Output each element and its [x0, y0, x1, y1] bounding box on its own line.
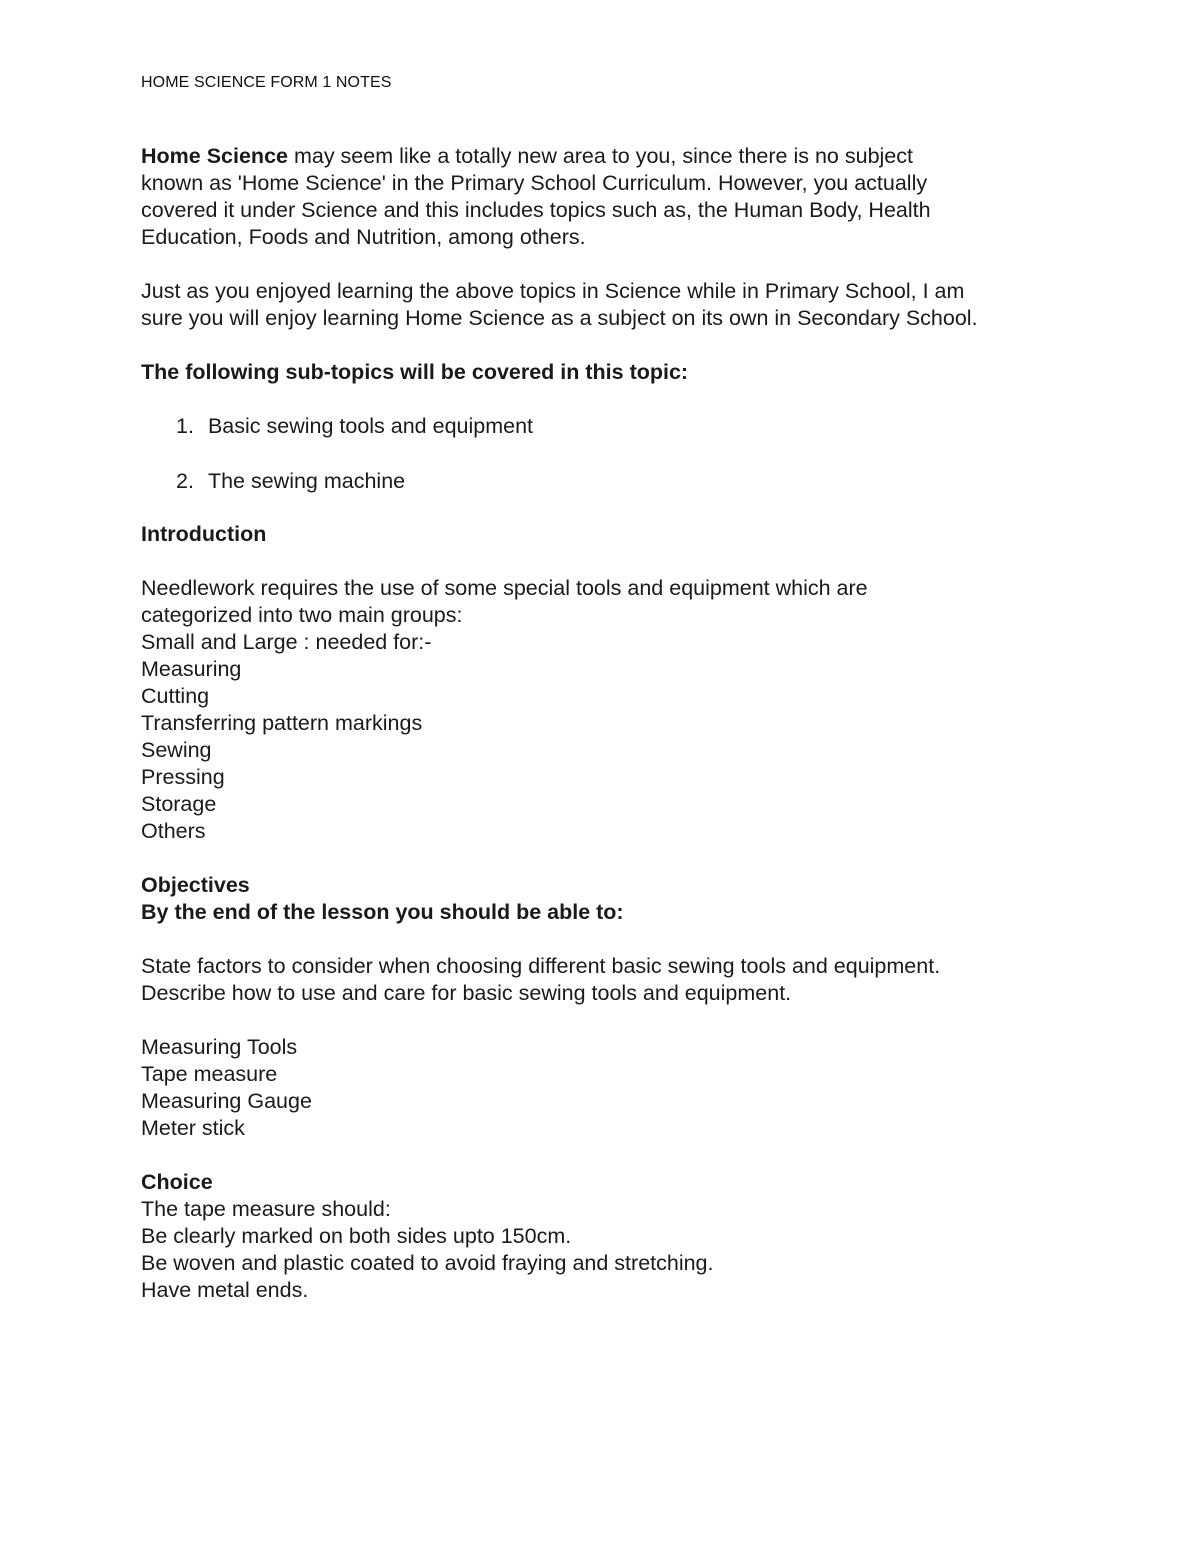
- list-item: [141, 413, 1081, 440]
- document-body: [141, 143, 1081, 1331]
- intro-line-1-rest: may seem like a totally new area to you, since there is no subject: [287, 144, 913, 168]
- introduction-heading: Introduction: [141, 522, 267, 546]
- list-item: [141, 468, 1081, 495]
- introduction-line: Others: [141, 819, 206, 843]
- para2-line-2: sure you will enjoy learning Home Science as a subject on its own in Secondary School.: [141, 306, 978, 330]
- choice-line: Have metal ends.: [141, 1278, 309, 1302]
- choice-line: The tape measure should:: [141, 1197, 391, 1221]
- objectives-body: [141, 953, 1081, 1007]
- introduction-line: Measuring: [141, 657, 242, 681]
- measuring-tools-block: [141, 1034, 1081, 1142]
- measuring-line: Meter stick: [141, 1116, 245, 1140]
- choice-block: [141, 1169, 1081, 1304]
- second-paragraph: [141, 278, 1081, 332]
- introduction-heading-block: [141, 521, 1081, 548]
- introduction-line: Sewing: [141, 738, 212, 762]
- subtopics-section: [141, 359, 1081, 386]
- page-header: HOME SCIENCE FORM 1 NOTES: [141, 74, 392, 91]
- introduction-line: categorized into two main groups:: [141, 603, 463, 627]
- measuring-line: Measuring Gauge: [141, 1089, 312, 1113]
- list-item-text: Basic sewing tools and equipment: [207, 414, 534, 438]
- introduction-line: Needlework requires the use of some special tools and equipment which are: [141, 576, 868, 600]
- introduction-line: Pressing: [141, 765, 225, 789]
- intro-lead-bold: Home Science: [141, 144, 288, 168]
- choice-line: Be clearly marked on both sides upto 150cm.: [141, 1224, 572, 1248]
- objectives-heading: Objectives: [141, 873, 250, 897]
- intro-line-2: known as 'Home Science' in the Primary School Curriculum. However, you actually: [141, 171, 928, 195]
- measuring-line: Measuring Tools: [141, 1035, 298, 1059]
- introduction-body: [141, 575, 1081, 845]
- intro-line-3: covered it under Science and this includes topics such as, the Human Body, Health: [141, 198, 931, 222]
- intro-line-4: Education, Foods and Nutrition, among others.: [141, 225, 586, 249]
- intro-line-1: [141, 143, 1081, 170]
- list-item-text: The sewing machine: [207, 469, 406, 493]
- objective-line: Describe how to use and care for basic sewing tools and equipment.: [141, 981, 792, 1005]
- objectives-subheading: By the end of the lesson you should be able to:: [141, 900, 624, 924]
- list-item-number: 2.: [176, 469, 194, 493]
- para2-line-1: Just as you enjoyed learning the above topics in Science while in Primary School, I am: [141, 279, 965, 303]
- subtopics-list: [141, 413, 1081, 495]
- measuring-line: Tape measure: [141, 1062, 278, 1086]
- introduction-line: Storage: [141, 792, 217, 816]
- choice-line: Be woven and plastic coated to avoid fraying and stretching.: [141, 1251, 714, 1275]
- introduction-line: Small and Large : needed for:-: [141, 630, 432, 654]
- introduction-line: Transferring pattern markings: [141, 711, 423, 735]
- list-item-number: 1.: [176, 414, 194, 438]
- intro-paragraph: [141, 143, 1081, 251]
- objectives-heading-block: [141, 872, 1081, 926]
- subtopics-heading: The following sub-topics will be covered in this topic:: [141, 360, 689, 384]
- introduction-line: Cutting: [141, 684, 210, 708]
- choice-heading: Choice: [141, 1170, 213, 1194]
- objective-line: State factors to consider when choosing different basic sewing tools and equipment.: [141, 954, 941, 978]
